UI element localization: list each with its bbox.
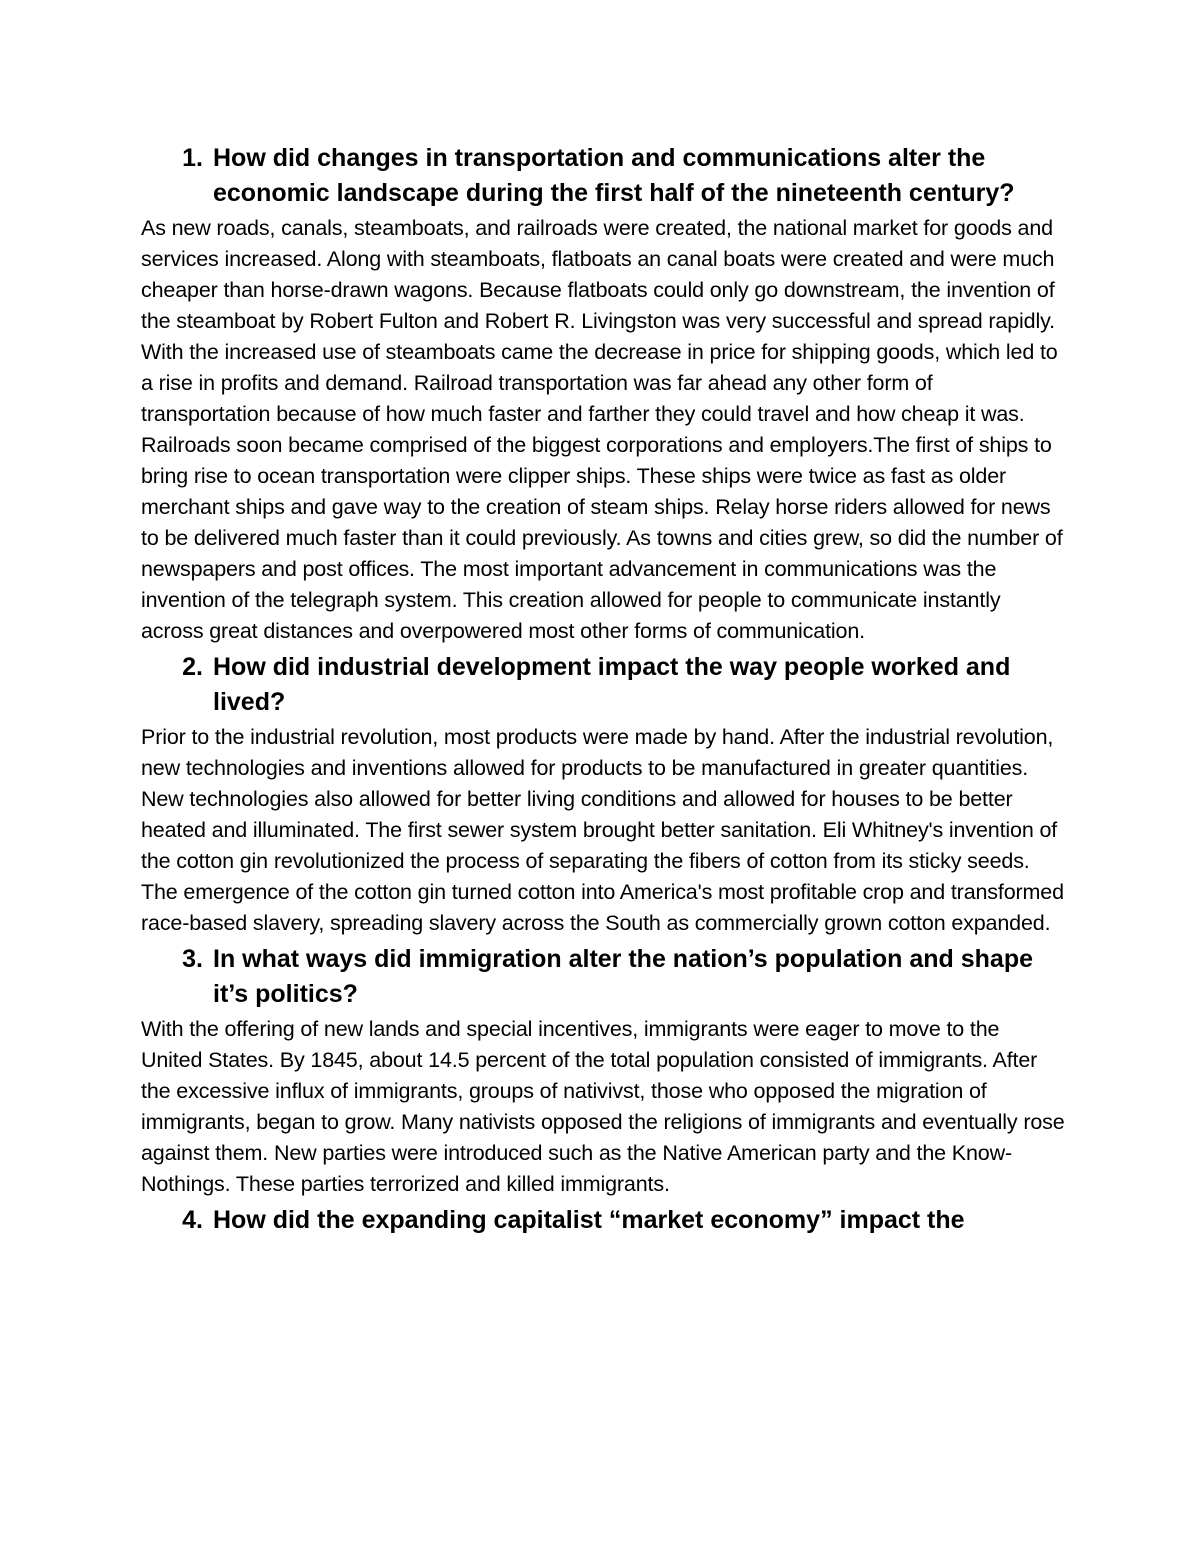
question-heading-1 <box>141 141 1066 211</box>
answer-paragraph-2: Prior to the industrial revolution, most products were made by hand. After the industrial revolution, new technologies and inventions allowed for products to be manufactured in greater quantities. New technologies also allowed for better living conditions and allowed for houses to be better heated and illuminated. The first sewer system brought better sanitation. Eli Whitney's invention of the cotton gin revolutionized the process of separating the fibers of cotton from its sticky seeds. The emergence of the cotton gin turned cotton into America's most profitable crop and transformed race-based slavery, spreading slavery across the South as commercially grown cotton expanded. <box>141 725 1064 935</box>
question-text: In what ways did immigration alter the nation’s population and shape it’s politics? <box>213 945 1033 1008</box>
question-text: How did changes in transportation and communications alter the economic landscape during the first half of the nineteenth century? <box>213 144 1015 207</box>
question-heading-4 <box>141 1203 1066 1238</box>
question-text: How did the expanding capitalist “market economy” impact the <box>213 1206 965 1234</box>
answer-paragraph-1: As new roads, canals, steamboats, and railroads were created, the national market for goods and services increased. Along with steamboats, flatboats an canal boats were created and were much cheaper than horse-drawn wagons. Because flatboats could only go downstream, the invention of the steamboat by Robert Fulton and Robert R. Livingston was very successful and spread rapidly. With the increased use of steamboats came the decrease in price for shipping goods, which led to a rise in profits and demand. Railroad transportation was far ahead any other form of transportation because of how much faster and farther they could travel and how cheap it was. Railroads soon became comprised of the biggest corporations and employers.The first of ships to bring rise to ocean transportation were clipper ships. These ships were twice as fast as older merchant ships and gave way to the creation of steam ships. Relay horse riders allowed for news to be delivered much faster than it could previously. As towns and cities grew, so did the number of newspapers and post offices. The most important advancement in communications was the invention of the telegraph system. This creation allowed for people to communicate instantly across great distances and overpowered most other forms of communication. <box>141 216 1063 643</box>
question-number: 2. <box>182 653 203 681</box>
question-number: 1. <box>182 144 203 172</box>
question-number: 4. <box>182 1206 203 1234</box>
question-number: 3. <box>182 945 203 973</box>
question-heading-2 <box>141 650 1066 720</box>
question-heading-3 <box>141 942 1066 1012</box>
document-page <box>141 141 1066 1238</box>
question-text: How did industrial development impact the way people worked and lived? <box>213 653 1011 716</box>
answer-paragraph-3: With the offering of new lands and special incentives, immigrants were eager to move to the United States. By 1845, about 14.5 percent of the total population consisted of immigrants. After the excessive influx of immigrants, groups of nativivst, those who opposed the migration of immigrants, began to grow. Many nativists opposed the religions of immigrants and eventually rose against them. New parties were introduced such as the Native American party and the Know-Nothings. These parties terrorized and killed immigrants. <box>141 1017 1065 1196</box>
